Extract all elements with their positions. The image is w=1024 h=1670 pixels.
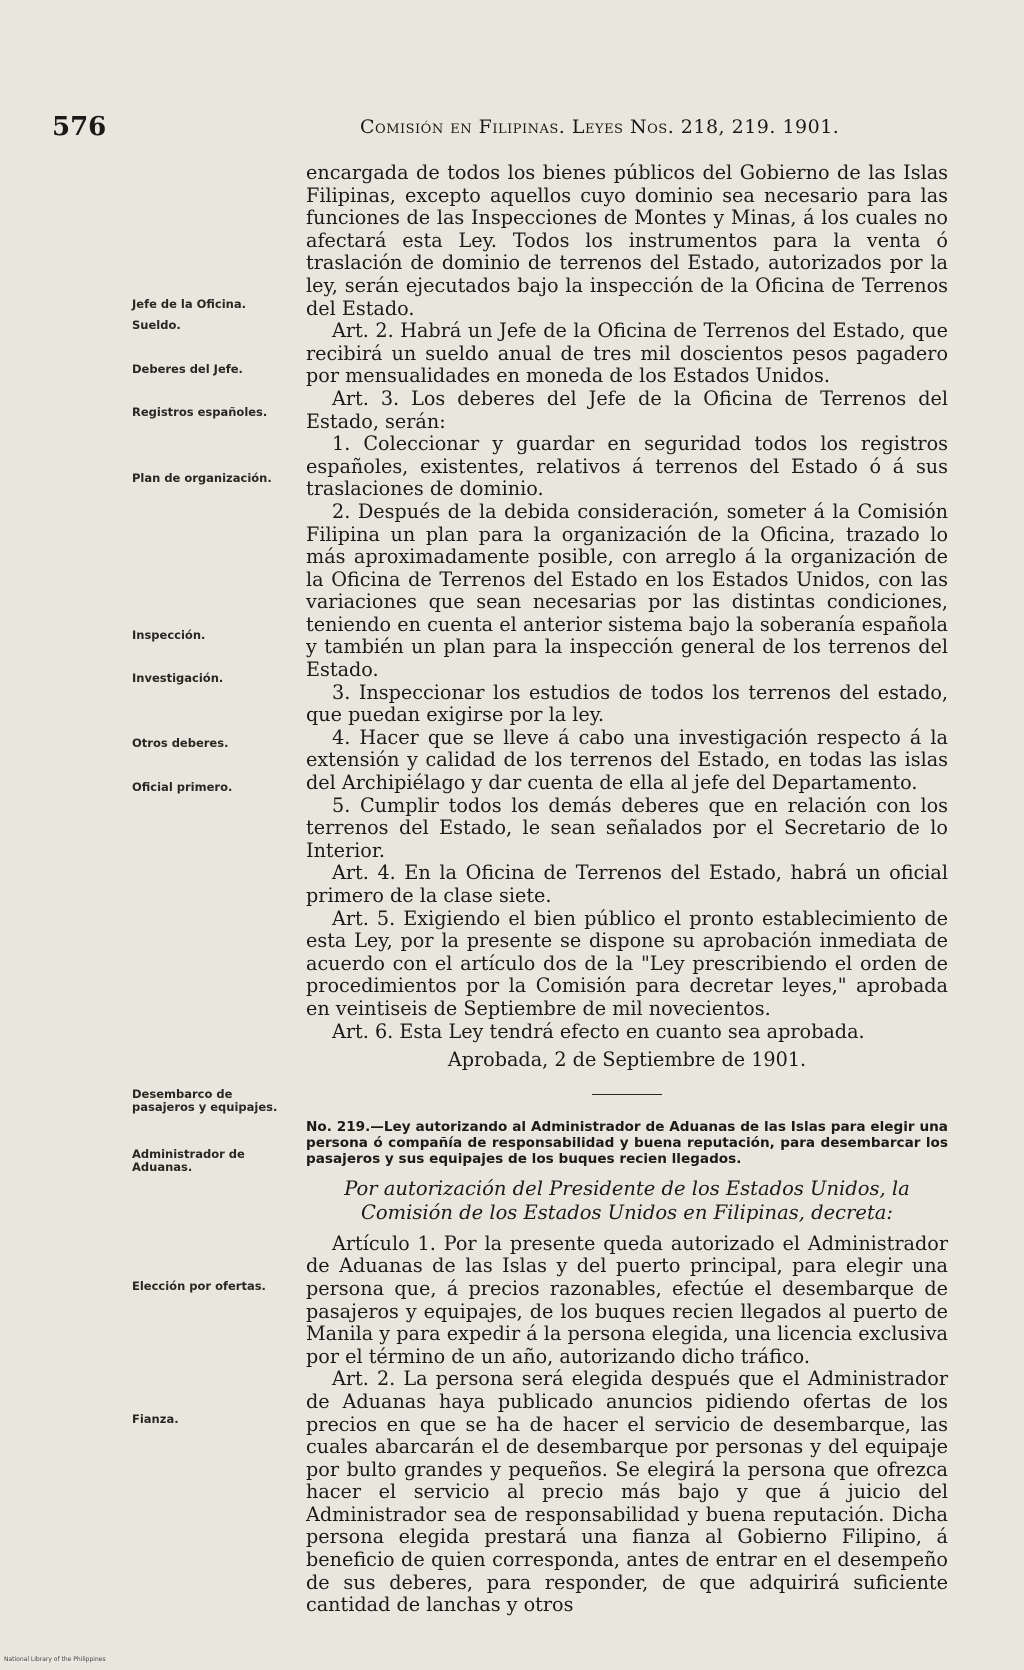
paragraph: Art. 6. Esta Ley tendrá efecto en cuanto sea aprobada. [332, 1019, 865, 1043]
paragraph: Art. 5. Exigiendo el bien público el pronto establecimiento de esta Ley, por la presente se dispone su aprobación inmediata de acuerdo con el artículo dos de la "Ley prescribiendo el orden de procedimientos por la Comisión para decretar leyes," aprobada en veintiseis de Septiembre de mil novecientos. [306, 906, 948, 1020]
margin-note: Elección por ofertas. [132, 1279, 266, 1293]
margin-note: Registros españoles. [132, 405, 268, 419]
margin-note: Plan de organización. [132, 471, 272, 485]
paragraph: Art. 2. Habrá un Jefe de la Oficina de Terrenos del Estado, que recibirá un sueldo anual de tres mil doscientos pesos pagadero por mensualidades en moneda de los Estados Unidos. [306, 319, 948, 388]
paragraph: Art. 3. Los deberes del Jefe de la Oficina de Terrenos del Estado, serán: [306, 386, 948, 433]
margin-note: Jefe de la Oficina. [132, 297, 247, 311]
paragraph: 1. Coleccionar y guardar en seguridad todos los registros españoles, existentes, relativos á terrenos del Estado ó á sus traslaciones de dominio. [306, 432, 948, 501]
page-number: 576 [52, 112, 107, 142]
margin-note: Oficial primero. [132, 780, 233, 794]
margin-note: Administrador de Aduanas. [132, 1147, 245, 1174]
section-divider [592, 1094, 662, 1095]
paragraph: Artículo 1. Por la presente queda autorizado el Administrador de Aduanas de las Islas y del puerto principal, para elegir una persona que, á precios razonables, efectúe el desembarque de pasajeros y equipajes, de los buques recien llegados al puerto de Manila y para expedir á la persona elegida, una licencia exclusiva por el término de un año, autorizando dicho tráfico. [306, 1231, 948, 1368]
margin-note: Desembarco de pasajeros y equipajes. [132, 1087, 278, 1114]
paragraph: 3. Inspeccionar los estudios de todos los terrenos del estado, que puedan exigirse por la ley. [306, 680, 948, 727]
page-header [0, 112, 1024, 152]
paragraph: encargada de todos los bienes públicos del Gobierno de las Islas Filipinas, excepto aquellos cuyo dominio sea necesario para las funciones de las Inspecciones de Montes y Minas, á los cuales no afectará esta Ley. Todos los instrumentos para la venta ó traslación de dominio de terrenos del Estado, autorizados por la ley, serán ejecutados bajo la inspección de la Oficina de Terrenos del Estado. [306, 161, 948, 320]
approval-date: Aprobada, 2 de Septiembre de 1901. [447, 1048, 807, 1072]
margin-note: Inspección. [132, 628, 206, 642]
paragraph: 5. Cumplir todos los demás deberes que en relación con los terrenos del Estado, le sean señalados por el Secretario de lo Interior. [306, 793, 948, 862]
margin-note: Investigación. [132, 671, 224, 685]
decree-formula: Por autorización del Presidente de los Estados Unidos, la Comisión de los Estados Unidos en Filipinas, decreta: [344, 1176, 910, 1224]
law-title: No. 219.—Ley autorizando al Administrador de Aduanas de las Islas para elegir una persona ó compañía de responsabilidad y buena reputación, para desembarcar los pasajeros y sus equipajes de los buques recien llegados. [306, 1118, 948, 1167]
footer-credit: National Library of the Philippines [4, 1656, 106, 1663]
running-title: Comisión en Filipinas. Leyes Nos. 218, 219. 1901. [360, 116, 840, 138]
paragraph: 2. Después de la debida consideración, someter á la Comisión Filipina un plan para la organización de la Oficina, trazado lo más aproximadamente posible, con arreglo á la organización de la Oficina de Terrenos del Estado en los Estados Unidos, con las variaciones que sean necesarias por las distintas condiciones, teniendo en cuenta el anterior sistema bajo la soberanía española y también un plan para la inspección general de los terrenos del Estado. [306, 499, 948, 682]
body-text [306, 162, 948, 1617]
paragraph: Art. 2. La persona será elegida después que el Administrador de Aduanas haya publicado anuncios pidiendo ofertas de los precios en que se ha de hacer el servicio de desembarque, las cuales abarcarán el de desembarque por personas y del equipaje por bulto grandes y pequeños. Se elegirá la persona que ofrezca hacer el servicio al precio más bajo y que á juicio del Administrador sea de responsabilidad y buena reputación. Dicha persona elegida prestará una fianza al Gobierno Filipino, á beneficio de quien corresponda, antes de entrar en el desempeño de sus deberes, para responder, de que adquirirá suficiente cantidad de lanchas y otros [306, 1367, 948, 1617]
margin-note: Sueldo. [132, 318, 181, 332]
margin-note: Otros deberes. [132, 736, 229, 750]
margin-note: Deberes del Jefe. [132, 362, 243, 376]
margin-note: Fianza. [132, 1412, 179, 1426]
paragraph: Art. 4. En la Oficina de Terrenos del Estado, habrá un oficial primero de la clase siete. [306, 861, 948, 907]
paragraph: 4. Hacer que se lleve á cabo una investigación respecto á la extensión y calidad de los terrenos del Estado, en todas las islas del Archipiélago y dar cuenta de ella al jefe del Departamento. [306, 725, 948, 795]
